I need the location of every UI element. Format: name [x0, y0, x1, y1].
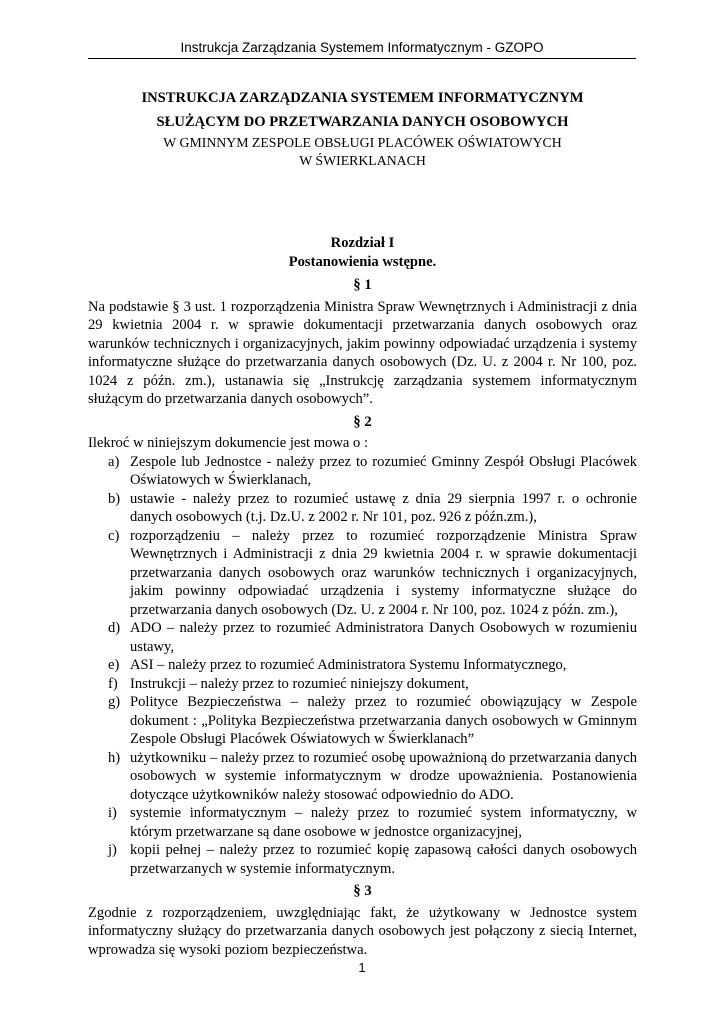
list-item-label: f): [108, 675, 118, 692]
list-item: [88, 693, 637, 749]
list-item-label: b): [108, 490, 121, 507]
section-1-text: Na podstawie § 3 ust. 1 rozporządzenia Ministra Spraw Wewnętrznych i Administracji z dnia 29 kwietnia 2004 r. w sprawie dokumentacji przetwarzania danych osobowych oraz warunków technicznych i organizacyjnych, jakim powinny odpowiadać urządzenia i systemy informatyczne służące do przetwarzania danych osobowych (Dz. U. z 2004 r. Nr 100, poz. 1024 z późn. zm.), ustanawia się „Instrukcję zarządzania systemem informatycznym służącym do przetwarzania danych osobowych”.: [88, 298, 637, 407]
running-header: Instrukcja Zarządzania Systemem Informatycznym - GZOPO: [88, 40, 636, 59]
list-item-text: Zespole lub Jednostce - należy przez to rozumieć Gminny Zespół Obsługi Placówek Oświatowych w Świerklanach,: [130, 453, 637, 488]
chapter-number: Rozdział I: [330, 235, 395, 251]
list-item-text: użytkowniku – należy przez to rozumieć osobę upoważnioną do przetwarzania danych osobowych w systemie informatycznym w drodze upoważnienia. Postanowienia dotyczące użytkowników należy stosować odpowiednio do ADO.: [130, 749, 637, 803]
list-item: [88, 656, 637, 675]
chapter-name: Postanowienia wstępne.: [288, 254, 437, 270]
list-item-label: g): [108, 694, 121, 710]
list-item-label: h): [108, 749, 121, 766]
list-item: [88, 453, 637, 490]
list-item-text: Polityce Bezpieczeństwa – należy przez to rozumieć obowiązujący w Zespole dokument : „Polityka Bezpieczeństwa przetwarzania danych osobowych w Gminnym Zespole Obsługi Placówek Oświatowych w Świerklanach”: [130, 694, 637, 747]
list-item-text: rozporządzeniu – należy przez to rozumieć rozporządzenie Ministra Spraw Wewnętrznych i Administracji z dnia 29 kwietnia 2004 r. w sprawie dokumentacji przetwarzania danych osobowych oraz warunków technicznych i organizacyjnych, jakim powinny odpowiadać urządzenia i systemy informatyczne służące do przetwarzania danych osobowych (Dz. U. z 2004 r. Nr 100, poz. 1024 z późn. zm.),: [130, 527, 637, 618]
document-subtitle-line-2: W ŚWIERKLANACH: [299, 152, 426, 168]
list-item-text: systemie informatycznym – należy przez to rozumieć system informatyczny, w którym przetwarzane są dane osobowe w jednostce organizacyjnej,: [130, 805, 637, 840]
list-item-label: e): [108, 657, 120, 673]
list-item-label: d): [108, 620, 121, 636]
list-item-label: i): [108, 805, 117, 821]
section-2-heading: § 2: [353, 413, 372, 430]
list-item: [88, 619, 637, 656]
list-item-text: Instrukcji – należy przez to rozumieć niniejszy dokument,: [130, 675, 469, 692]
section-3-text: Zgodnie z rozporządzeniem, uwzględniając fakt, że użytkowany w Jednostce system informatyczny służący do przetwarzania danych osobowych jest połączony z siecią Internet, wprowadza się wysoki poziom bezpieczeństwa.: [88, 904, 637, 958]
list-item: [88, 527, 637, 620]
list-item: [88, 841, 637, 878]
list-item-text: ADO – należy przez to rozumieć Administratora Danych Osobowych w rozumieniu ustawy,: [130, 620, 637, 655]
section-2-intro: Ilekroć w niniejszym dokumencie jest mowa o :: [88, 435, 369, 451]
document-subtitle-line-1: W GMINNYM ZESPOLE OBSŁUGI PLACÓWEK OŚWIATOWYCH: [163, 135, 562, 150]
document-body: [88, 86, 637, 959]
list-item-label: a): [108, 453, 120, 470]
list-item: [88, 490, 637, 527]
document-title-line-1: INSTRUKCJA ZARZĄDZANIA SYSTEMEM INFORMATYCZNYM: [141, 90, 584, 106]
section-1-heading: § 1: [353, 277, 372, 293]
document-title-line-2: SŁUŻĄCYM DO PRZETWARZANIA DANYCH OSOBOWYCH: [156, 114, 569, 130]
definitions-list: [88, 453, 637, 879]
section-3-heading: § 3: [353, 883, 372, 899]
list-item-text: ustawie - należy przez to rozumieć ustawę z dnia 29 sierpnia 1997 r. o ochronie danych osobowych (t.j. Dz.U. z 2002 r. Nr 101, poz. 926 z późn.zm.),: [130, 490, 637, 525]
page-number: 1: [358, 960, 366, 975]
list-item-text: ASI – należy przez to rozumieć Administratora Systemu Informatycznego,: [130, 657, 567, 673]
list-item-label: j): [108, 842, 117, 858]
list-item: [88, 675, 637, 694]
list-item: [88, 749, 637, 805]
list-item: [88, 804, 637, 841]
list-item-label: c): [108, 527, 120, 544]
list-item-text: kopii pełnej – należy przez to rozumieć kopię zapasową całości danych osobowych przetwarzanych w systemie informatycznym.: [130, 842, 637, 877]
